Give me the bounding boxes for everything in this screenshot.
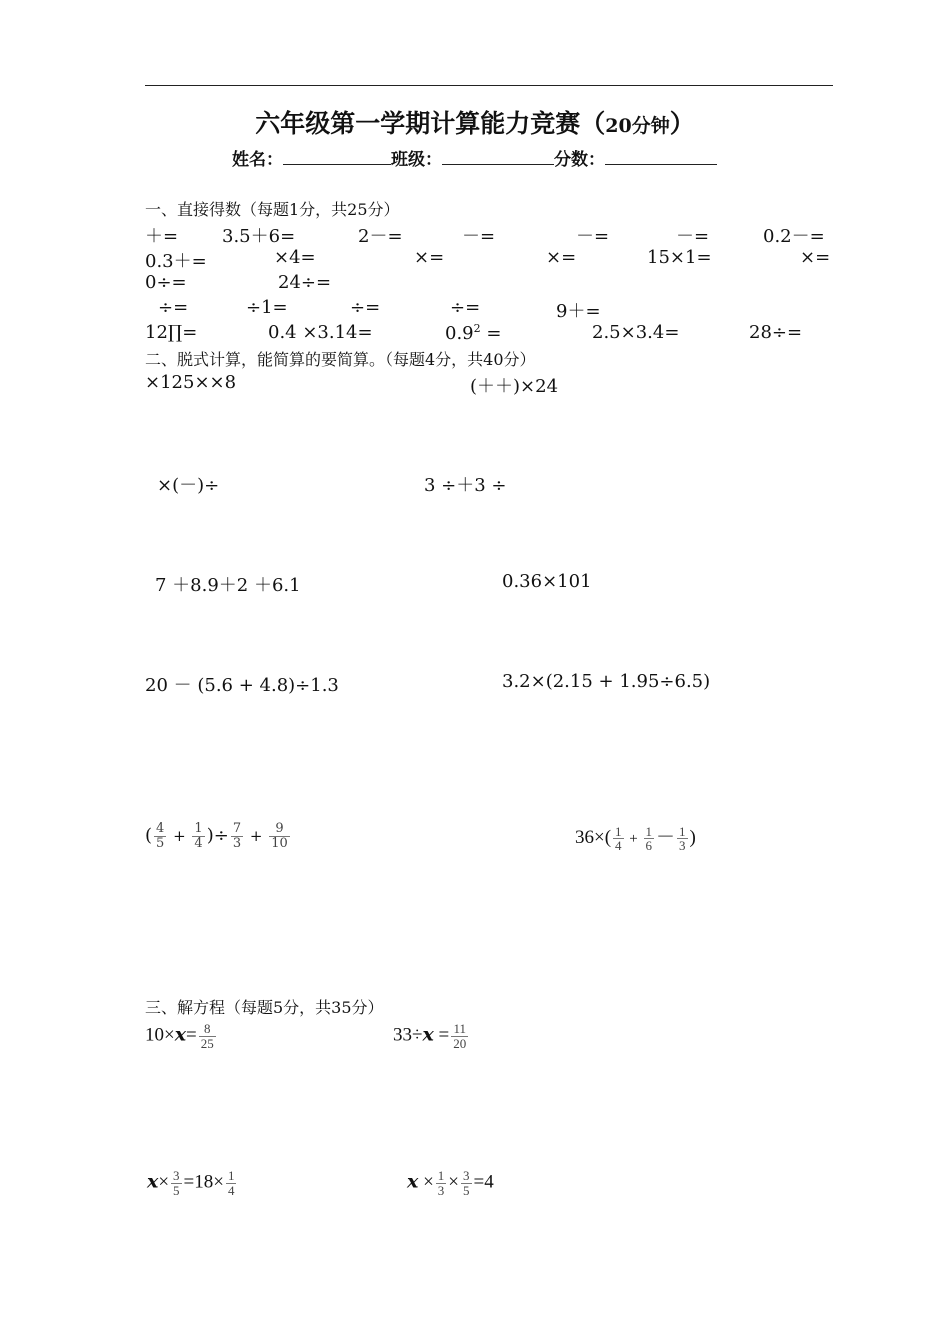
class-blank[interactable] [442, 149, 554, 165]
s3-equation-4: x × $\frac{1}{3}$ × $\frac{3}{5}$ =4 [407, 1168, 494, 1198]
s1-item: 0÷= [145, 272, 187, 293]
s1-item: －= [676, 226, 710, 247]
s1-item: 12∏= [145, 322, 198, 343]
name-label: 姓名： [232, 150, 283, 170]
s1-item: ×= [546, 247, 577, 268]
s2-problem-4: 3 ÷＋3 ÷ [424, 475, 507, 496]
fraction: $\frac{9}{10}$ [271, 821, 288, 851]
s1-item: ×= [800, 247, 831, 268]
variable-x: x [407, 1170, 419, 1193]
s1-item: 2.5×3.4= [592, 322, 680, 343]
s1-item: 9＋= [556, 301, 601, 322]
fraction: $\frac{1}{4}$ [615, 823, 622, 854]
s2-problem-1: ×125××8 [145, 372, 237, 393]
fraction: $\frac{7}{3}$ [232, 821, 242, 851]
score-label: 分数： [554, 150, 605, 170]
s3-equation-2: 33÷x = $\frac{11}{20}$ [393, 1021, 467, 1051]
s1-item: ×= [414, 247, 445, 268]
s1-item: ÷= [158, 297, 189, 318]
score-blank[interactable] [605, 149, 717, 165]
s2-problem-5: 7 ＋8.9＋2 ＋6.1 [155, 575, 301, 596]
fraction: $\frac{1}{3}$ [437, 1168, 445, 1198]
fraction: $\frac{8}{25}$ [200, 1021, 214, 1051]
section3-header: 三、解方程（每题5分，共35分） [145, 998, 384, 1017]
s2-problem-10: 36×( $\frac{1}{4}$ + $\frac{1}{6}$ － $\frac{1}{3}$ ) [575, 823, 696, 854]
fraction: $\frac{1}{6}$ [645, 823, 653, 854]
name-blank[interactable] [283, 149, 391, 165]
s2-problem-2: (＋＋)×24 [470, 376, 559, 397]
variable-x: x [174, 1023, 187, 1046]
variable-x: x [422, 1023, 434, 1046]
s1-item: ÷= [450, 297, 481, 318]
s1-item: ×4= [274, 247, 316, 268]
s1-item: 3.5＋6= [222, 226, 296, 247]
s1-item: ÷= [350, 297, 381, 318]
student-info-line [232, 145, 717, 170]
variable-x: x [147, 1170, 159, 1193]
s3-equation-1: 10×x= $\frac{8}{25}$ [145, 1021, 214, 1051]
top-rule [145, 85, 833, 86]
class-label: 班级： [391, 150, 442, 170]
fraction: $\frac{1}{3}$ [679, 823, 686, 854]
s1-item: －= [462, 226, 496, 247]
s1-item: －= [576, 226, 610, 247]
s1-item: ＋= [145, 226, 179, 247]
s1-item: 0.2－= [763, 226, 825, 247]
fraction: $\frac{11}{20}$ [453, 1021, 467, 1051]
fraction: $\frac{1}{4}$ [194, 821, 203, 851]
page-title: 六年级第一学期计算能力竞赛（20分钟） [255, 109, 695, 138]
s1-item: 15×1= [647, 247, 712, 268]
s3-equation-3: x× $\frac{3}{5}$ =18× $\frac{1}{4}$ [147, 1168, 235, 1198]
s1-item: 2－= [358, 226, 403, 247]
s1-item: 0.3＋= [145, 251, 207, 272]
s1-item: 28÷= [749, 322, 803, 343]
s1-item: 24÷= [278, 272, 332, 293]
s2-problem-7: 20 － (5.6 + 4.8)÷1.3 [145, 675, 339, 696]
fraction: $\frac{3}{5}$ [463, 1168, 470, 1198]
s2-problem-8: 3.2×(2.15 + 1.95÷6.5) [502, 671, 711, 692]
s2-problem-6: 0.36×101 [502, 571, 592, 592]
s2-problem-3: ×(－)÷ [157, 475, 220, 496]
s2-problem-9: ( $\frac{4}{5}$ + $\frac{1}{4}$ )÷ $\frac{7}{3}$ + $\frac{9}{10}$ [145, 821, 288, 851]
fraction: $\frac{1}{4}$ [227, 1168, 235, 1198]
s1-item: $0.9^2$ = [445, 322, 502, 344]
section2-header: 二、脱式计算，能简算的要简算。（每题4分，共40分） [145, 350, 536, 369]
s1-item: 0.4 ×3.14= [268, 322, 373, 343]
fraction: $\frac{3}{5}$ [173, 1168, 180, 1198]
s1-item: ÷1= [246, 297, 288, 318]
fraction: $\frac{4}{5}$ [156, 821, 165, 851]
section1-header: 一、直接得数（每题1分，共25分） [145, 200, 400, 219]
